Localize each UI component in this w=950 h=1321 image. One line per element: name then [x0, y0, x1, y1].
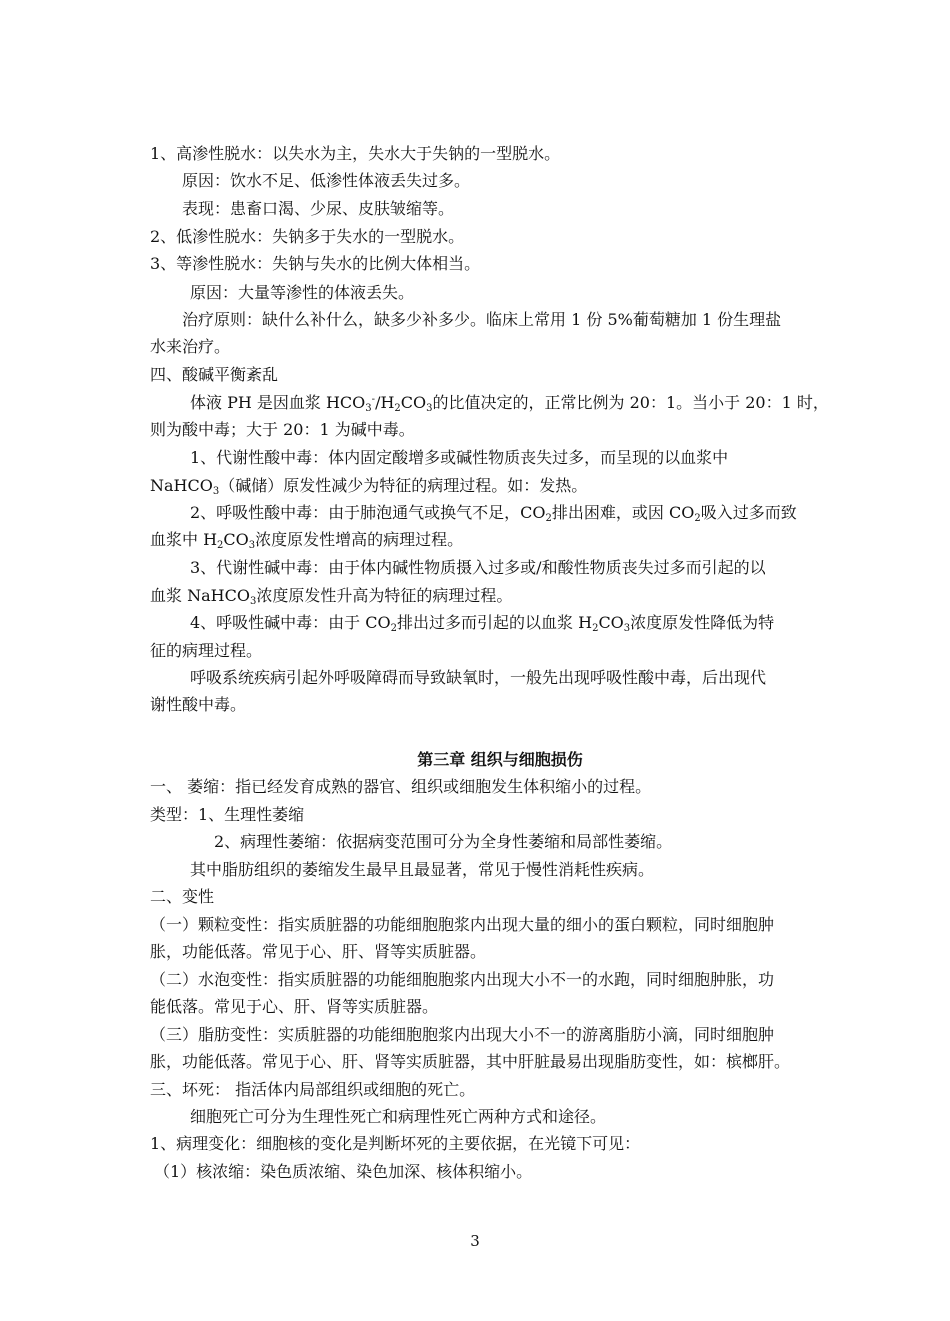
text-line: 呼吸系统疾病引起外呼吸障碍而导致缺氧时，一般先出现呼吸性酸中毒，后出现代	[190, 668, 767, 687]
text-span: 排出困难，或因 CO	[551, 503, 695, 522]
met-acid-line-2	[150, 473, 850, 499]
text-span: 排出过多而引起的以血浆 H	[397, 613, 593, 632]
subscript: 2	[545, 513, 552, 524]
resp-acid-line-1	[190, 500, 850, 526]
page-number: 3	[470, 1232, 480, 1250]
text-line: 胀，功能低落。常见于心、肝、肾等实质脏器，其中肝脏最易出现脂肪变性，如：槟榔肝。	[150, 1052, 791, 1071]
text-span: 血浆 NaHCO	[150, 586, 250, 605]
subscript: 3	[212, 486, 220, 497]
subscript: 3	[248, 540, 256, 551]
text-line: 原因：饮水不足、低渗性体液丢失过多。	[182, 171, 471, 190]
text-line: 其中脂肪组织的萎缩发生最早且最显著，常见于慢性消耗性疾病。	[190, 860, 655, 879]
text-span: 2、呼吸性酸中毒：由于肺泡通气或换气不足，CO	[190, 503, 546, 522]
text-line: （1）核浓缩：染色质浓缩、染色加深、核体积缩小。	[154, 1162, 533, 1181]
text-line: 能低落。常见于心、肝、肾等实质脏器。	[150, 997, 439, 1016]
text-line: （三）脂肪变性：实质脏器的功能细胞胞浆内出现大小不一的游离脂肪小滴，同时细胞肿	[150, 1025, 775, 1044]
text-line: 二、变性	[150, 887, 215, 906]
text-line: 2、病理性萎缩：依据病变范围可分为全身性萎缩和局部性萎缩。	[214, 832, 673, 851]
subscript: 3	[623, 623, 631, 634]
text-line: 1、病理变化：细胞核的变化是判断坏死的主要依据，在光镜下可见：	[150, 1134, 641, 1153]
text-line: 一、 萎缩：指已经发育成熟的器官、组织或细胞发生体积缩小的过程。	[150, 777, 652, 796]
text-span: CO	[223, 530, 249, 549]
subscript: 3	[365, 403, 372, 414]
subscript: 2	[390, 623, 398, 634]
text-span: （碱储）原发性减少为特征的病理过程。如：发热。	[219, 476, 588, 495]
text-line: 类型：1、生理性萎缩	[150, 805, 305, 824]
text-span: 浓度原发性降低为特	[630, 613, 775, 632]
ph-line-2: 则为酸中毒；大于 20：1 为碱中毒。	[150, 420, 415, 439]
text-span: 的比值决定的，正常比例为 20：1。当小于 20：1 时，	[432, 393, 829, 412]
met-alk-line-2	[150, 583, 850, 609]
text-line: 原因：大量等渗性的体液丢失。	[190, 283, 415, 302]
text-line: 1、高渗性脱水：以失水为主，失水大于失钠的一型脱水。	[150, 144, 561, 163]
text-span: 浓度原发性升高为特征的病理过程。	[256, 586, 513, 605]
met-acid-line-1: 1、代谢性酸中毒：体内固定酸增多或碱性物质丧失过多，而呈现的以血浆中	[190, 448, 729, 467]
section-heading: 四、酸碱平衡紊乱	[150, 365, 279, 384]
text-span: 体液 PH 是因血浆 HCO	[190, 393, 366, 412]
subscript: 2	[694, 513, 701, 524]
superscript: -	[371, 394, 376, 405]
ph-line-1	[190, 390, 850, 416]
text-line: 3、等渗性脱水：失钠与失水的比例大体相当。	[150, 254, 481, 273]
text-line: 胀，功能低落。常见于心、肝、肾等实质脏器。	[150, 942, 487, 961]
text-span: 浓度原发性增高的病理过程。	[255, 530, 464, 549]
chapter-title: 第三章 组织与细胞损伤	[417, 750, 583, 769]
text-line: 三、坏死： 指活体内局部组织或细胞的死亡。	[150, 1080, 476, 1099]
text-span: CO	[400, 393, 427, 412]
subscript: 2	[592, 623, 599, 634]
text-span: 血浆中 H	[150, 530, 218, 549]
subscript: 2	[217, 540, 224, 551]
text-line: 水来治疗。	[150, 337, 231, 356]
met-alk-line-1: 3、代谢性碱中毒：由于体内碱性物质摄入过多或/和酸性物质丧失过多而引起的以	[190, 558, 766, 577]
text-span: 吸入过多而致	[700, 503, 797, 522]
resp-alk-line-1	[190, 610, 850, 636]
resp-acid-line-2	[150, 527, 850, 553]
text-line: 谢性酸中毒。	[150, 695, 247, 714]
subscript: 3	[426, 403, 433, 414]
subscript: 3	[249, 596, 257, 607]
subscript: 2	[394, 403, 401, 414]
text-span: 4、呼吸性碱中毒：由于 CO	[190, 613, 391, 632]
text-span: /H	[375, 393, 395, 412]
resp-alk-line-2: 征的病理过程。	[150, 641, 263, 660]
text-span: CO	[598, 613, 624, 632]
text-line: （一）颗粒变性：指实质脏器的功能细胞胞浆内出现大量的细小的蛋白颗粒，同时细胞肿	[150, 915, 775, 934]
text-line: 表现：患畜口渴、少尿、皮肤皱缩等。	[182, 199, 455, 218]
text-line: 治疗原则：缺什么补什么，缺多少补多少。临床上常用 1 份 5%葡萄糖加 1 份生理盐	[182, 310, 782, 329]
text-span: NaHCO	[150, 476, 213, 495]
text-line: （二）水泡变性：指实质脏器的功能细胞胞浆内出现大小不一的水跑，同时细胞肿胀，功	[150, 970, 775, 989]
text-line: 细胞死亡可分为生理性死亡和病理性死亡两种方式和途径。	[190, 1107, 607, 1126]
text-line: 2、低渗性脱水：失钠多于失水的一型脱水。	[150, 227, 465, 246]
